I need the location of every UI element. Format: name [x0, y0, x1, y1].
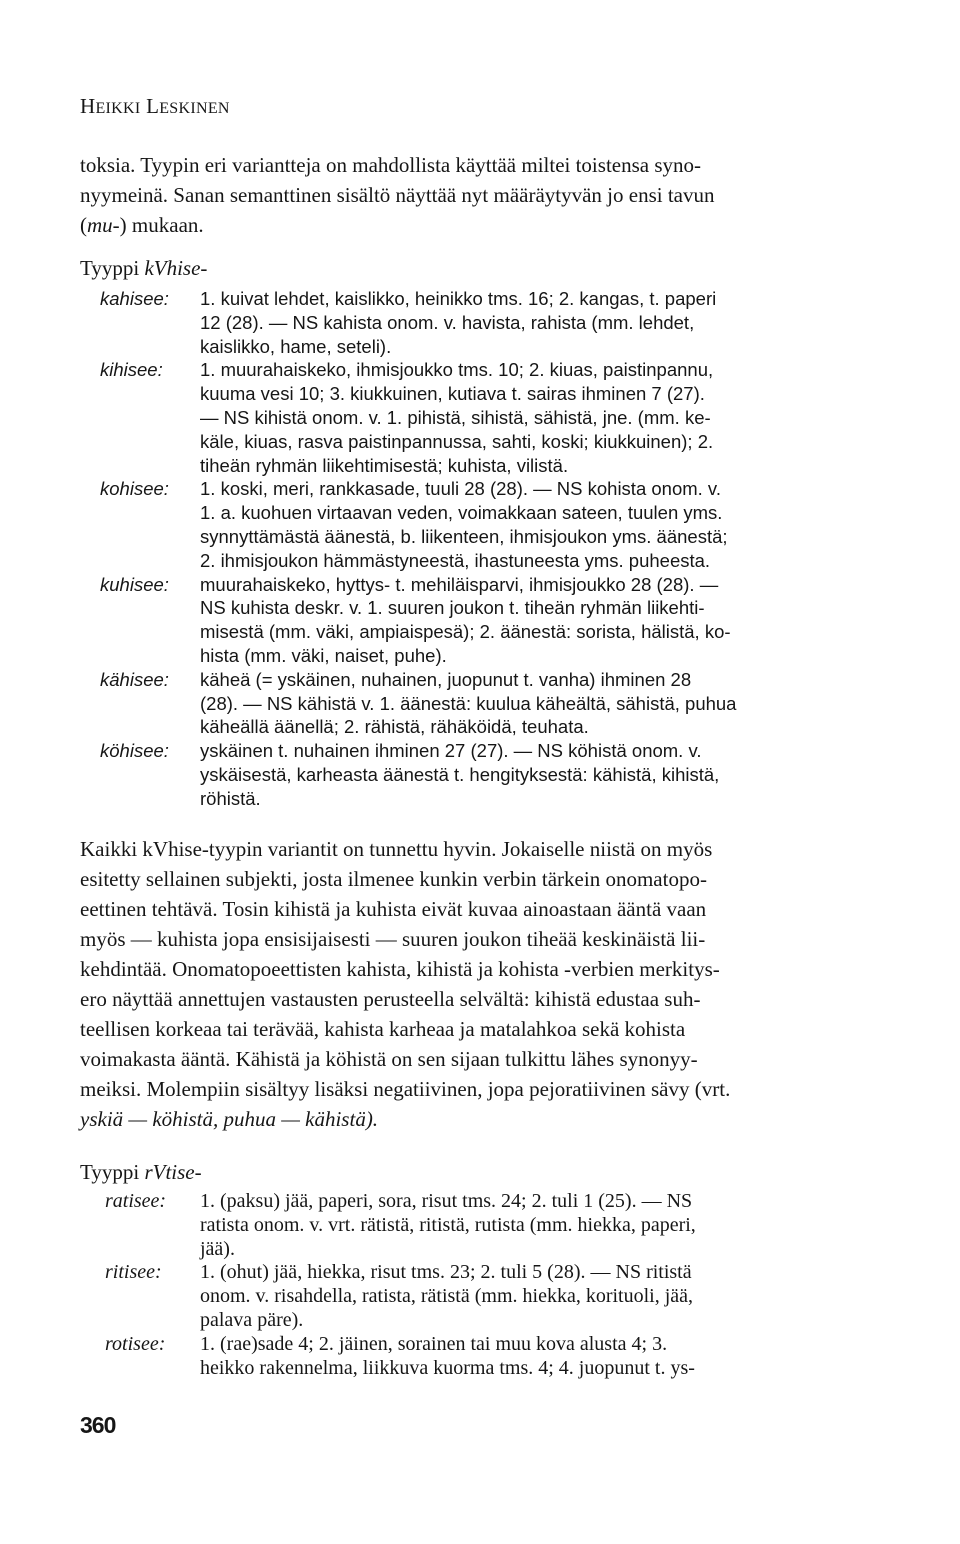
definition-line: käle, kiuas, rasva paistinpannussa, sahti, koski; kiukkuinen); 2. [200, 430, 714, 452]
dictionary-entry [80, 1261, 840, 1332]
definition-line: tiheän ryhmän liikehtimisestä; kuhista, vilistä. [200, 454, 569, 476]
entry-definition [200, 477, 840, 572]
definition-line: muurahaiskeko, hyttys- t. mehiläisparvi, ihmisjoukko 28 (28). — [200, 573, 719, 595]
definition-line: kaislikko, hame, seteli). [200, 335, 392, 357]
definition-line: hista (mm. väki, naiset, puhe). [200, 644, 447, 666]
author-initial-last: L [146, 94, 160, 118]
entry-term: ratisee: [105, 1190, 167, 1212]
dictionary-entry [80, 477, 840, 572]
intro-line: toksia. Tyypin eri variantteja on mahdollista käyttää miltei toistensa syno- [80, 153, 702, 177]
body-line: Kaikki kVhise-tyypin variantit on tunnettu hyvin. Jokaiselle niistä on myös [80, 837, 713, 861]
body-line: teellisen korkeaa tai terävää, kahista karheaa ja matalahkoa sekä kohista [80, 1017, 686, 1041]
definition-line: yskäisestä, karheasta äänestä t. hengityksestä: kähistä, kihistä, [200, 763, 720, 785]
body-line: ero näyttää annettujen vastausten perusteella selvältä: kihistä edustaa suh- [80, 987, 701, 1011]
body-line: voimakasta ääntä. Kähistä ja köhistä on sen sijaan tulkittu lähes synonyy- [80, 1047, 698, 1071]
definition-line: röhistä. [200, 787, 261, 809]
intro-line: (mu-) mukaan. [80, 213, 204, 237]
entry-definition [200, 1190, 840, 1261]
body-paragraph [80, 834, 880, 1134]
body-line: myös — kuhista jopa ensisijaisesti — suuren joukon tiheää keskinäistä lii- [80, 927, 706, 951]
definition-line: 1. (rae)sade 4; 2. jäinen, sorainen tai muu kova alusta 4; 3. [200, 1332, 668, 1355]
body-line: kehdintää. Onomatopoeettisten kahista, kihistä ja kohista -verbien merkitys- [80, 957, 720, 981]
entry-term: ritisee: [105, 1261, 162, 1284]
definition-line: — NS kihistä onom. v. 1. pihistä, sihistä, sähistä, jne. (mm. ke- [200, 406, 711, 428]
definition-line: 1. kuivat lehdet, kaislikko, heinikko tms. 16; 2. kangas, t. paperi [200, 288, 717, 309]
definition-line: 1. koski, meri, rankkasade, tuuli 28 (28). — NS kohista onom. v. [200, 478, 721, 500]
definition-line: 1. (ohut) jää, hiekka, risut tms. 23; 2. tuli 5 (28). — NS ritistä [200, 1261, 692, 1284]
definition-line: (28). — NS kähistä v. 1. äänestä: kuulua käheältä, sähistä, puhua [200, 692, 737, 714]
author-initial-first: H [80, 94, 96, 118]
definition-line: 12 (28). — NS kahista onom. v. havista, rahista (mm. lehdet, [200, 311, 695, 333]
entry-definition [200, 1261, 840, 1332]
body-line: esitetty sellainen subjekti, josta ilmenee kunkin verbin tärkein onomatopo- [80, 867, 707, 891]
entry-definition [200, 739, 840, 810]
body-line: meiksi. Molempiin sisältyy lisäksi negatiivinen, jopa pejoratiivinen sävy (vrt. [80, 1077, 731, 1101]
author-last-rest: ESKINEN [159, 100, 230, 117]
section-heading-kvhise: Tyyppi kVhise- [80, 256, 208, 280]
dictionary-entry [80, 358, 840, 477]
section-heading-rvtise: Tyyppi rVtise- [80, 1160, 202, 1184]
mu-prefix-term: mu- [87, 213, 120, 237]
body-line: eettinen tehtävä. Tosin kihistä ja kuhista eivät kuvaa ainoastaan ääntä vaan [80, 897, 707, 921]
intro-line: nyymeinä. Sanan semanttinen sisältö näyttää nyt määräytyvän jo ensi tavun [80, 183, 715, 207]
entry-definition [200, 668, 840, 739]
entry-term: kuhisee: [100, 573, 169, 595]
entry-definition [200, 1333, 840, 1381]
entry-term: kohisee: [100, 478, 169, 500]
definition-line: synnyttämästä äänestä, b. liikenteen, ihmisjoukon yms. äänestä; [200, 525, 728, 547]
entry-term: kihisee: [100, 359, 163, 381]
dictionary-entries-rvtise [80, 1190, 840, 1380]
intro-paragraph [80, 150, 880, 240]
entry-term: rotisee: [105, 1332, 166, 1355]
dictionary-entry [80, 1333, 840, 1381]
page-number: 360 [80, 1412, 116, 1438]
body-line: yskiä — köhistä, puhua — kähistä). [80, 1107, 379, 1131]
dictionary-entry [80, 573, 840, 668]
dictionary-entry [80, 287, 840, 358]
entry-term: köhisee: [100, 740, 169, 762]
dictionary-entry [80, 668, 840, 739]
definition-line: yskäinen t. nuhainen ihminen 27 (27). — NS köhistä onom. v. [200, 740, 702, 762]
definition-line: ratista onom. v. vrt. rätistä, ritistä, rutista (mm. hiekka, paperi, [200, 1213, 696, 1236]
entry-definition [200, 287, 840, 358]
definition-line: 1. a. kuohuen virtaavan veden, voimakkaan sateen, tuulen yms. [200, 502, 723, 524]
entry-term: kahisee: [100, 288, 169, 309]
entry-term: kähisee: [100, 668, 169, 690]
running-header [80, 94, 230, 119]
definition-line: NS kuhista deskr. v. 1. suuren joukon t. tiheän ryhmän liikehti- [200, 597, 705, 619]
dictionary-entry [80, 1190, 840, 1261]
definition-line: kuuma vesi 10; 3. kiukkuinen, kutiava t. sairas ihminen 7 (27). [200, 383, 705, 405]
author-first-rest: EIKKI [95, 100, 141, 117]
definition-line: 1. muurahaiskeko, ihmisjoukko tms. 10; 2. kiuas, paistinpannu, [200, 359, 714, 381]
definition-line: 1. (paksu) jää, paperi, sora, risut tms. 24; 2. tuli 1 (25). — NS [200, 1190, 693, 1212]
entry-definition [200, 573, 840, 668]
entry-definition [200, 358, 840, 477]
definition-line: jää). [200, 1237, 235, 1260]
definition-line: käheä (= yskäinen, nuhainen, juopunut t. vanha) ihminen 28 [200, 668, 692, 690]
definition-line: heikko rakennelma, liikkuva kuorma tms. 4; 4. juopunut t. ys- [200, 1356, 695, 1379]
dictionary-entry [80, 739, 840, 810]
dictionary-entries-kvhise [80, 287, 840, 811]
definition-line: palava päre). [200, 1308, 304, 1331]
definition-line: onom. v. risahdella, ratista, rätistä (mm. hiekka, korituoli, jää, [200, 1285, 694, 1308]
definition-line: käheällä äänellä; 2. rähistä, rähäköidä, teuhata. [200, 716, 589, 738]
definition-line: misestä (mm. väki, ampiaispesä); 2. äänestä: sorista, hälistä, ko- [200, 621, 731, 643]
definition-line: 2. ihmisjoukon hämmästyneestä, ihastuneesta yms. puheesta. [200, 549, 711, 571]
